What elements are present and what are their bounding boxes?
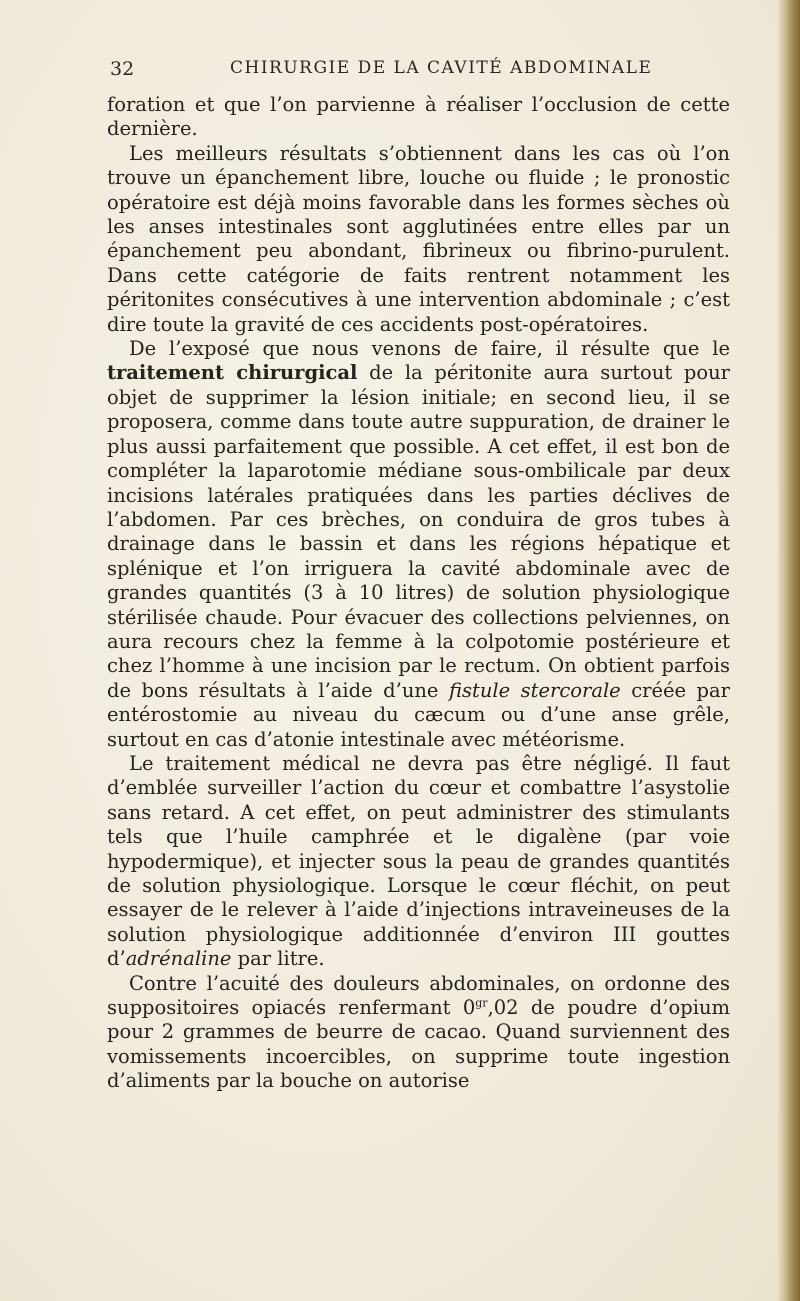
paragraph-5 <box>107 972 730 1094</box>
body-text <box>107 93 730 1094</box>
paragraph-1-text: foration et que l’on parvienne à réaliser l’occlusion de cette dernière. <box>107 93 730 141</box>
paragraph-5-text-b: ,02 de poudre d’opium pour 2 grammes de beurre de cacao. Quand surviennent des vomissements incoercibles, on supprime toute ingestion d’aliments par la bouche on autorise <box>107 996 730 1093</box>
paragraph-2 <box>107 142 730 337</box>
italic-term: fistule stercorale <box>448 678 621 702</box>
page-number: 32 <box>110 58 135 80</box>
paragraph-2-text: Les meilleurs résultats s’obtiennent dans les cas où l’on trouve un épanchement libre, louche ou fluide ; le pronostic opératoire est déjà moins favorable dans les formes sèches où les anses intestinales sont agglutinées entre elles par un épanchement peu abondant, fibrineux ou fibrino-purulent. Dans cette catégorie de faits rentrent notamment les péritonites consécutives à une intervention abdominale ; c’est dire toute la gravité de ces accidents post-opératoires. <box>107 141 730 336</box>
bold-term: traitement chirurgical <box>107 361 358 385</box>
paragraph-4-text-a: Le traitement médical ne devra pas être négligé. Il faut d’emblée surveiller l’action du cœur et combattre l’asystolie sans retard. A cet effet, on peut administrer des stimulants tels que l’huile camphrée et le digalène (par voie hypodermique), et injecter sous la peau de grandes quantités de solution physiologique. Lorsque le cœur fléchit, on peut essayer de le relever à l’aide d’injections intraveineuses de la solution physiologique additionnée d’environ III gouttes d’ <box>107 751 730 971</box>
page-header <box>110 58 730 86</box>
paragraph-4 <box>107 752 730 972</box>
unit-superscript: gr <box>475 996 488 1010</box>
italic-term-adrenaline: adrénaline <box>125 947 232 971</box>
paragraph-1 <box>107 93 730 142</box>
paragraph-3-text-a: De l’exposé que nous venons de faire, il résulte que le <box>129 337 730 361</box>
page-edge <box>778 0 800 1301</box>
paragraph-3-text-c: créée par entérostomie au niveau du cæcum ou d’une anse grêle, surtout en cas d’atonie intestinale avec météorisme. <box>107 678 730 751</box>
paragraph-5-text-a: Contre l’acuité des douleurs abdominales, on ordonne des suppositoires opiacés renfermant 0 <box>107 971 730 1020</box>
running-title: CHIRURGIE DE LA CAVITÉ ABDOMINALE <box>230 58 653 78</box>
paragraph-4-text-b: par litre. <box>231 947 325 971</box>
paragraph-3 <box>107 337 730 752</box>
paragraph-3-text-b: de la péritonite aura surtout pour objet de supprimer la lésion initiale; en second lieu, il se proposera, comme dans toute autre suppuration, de drainer le plus aussi parfaitement que possible. A cet effet, il est bon de compléter la laparotomie médiane sous-ombilicale par deux incisions latérales pratiquées dans les parties déclives de l’abdomen. Par ces brèches, on conduira de gros tubes à drainage dans le bassin et dans les régions hépatique et splénique et l’on irriguera la cavité abdominale avec de grandes quantités (3 à 10 litres) de solution physiologique stérilisée chaude. Pour évacuer des collections pelviennes, on aura recours chez la femme à la colpotomie postérieure et chez l’homme à une incision par le rectum. On obtient parfois de bons résultats à l’aide d’une <box>107 361 730 702</box>
